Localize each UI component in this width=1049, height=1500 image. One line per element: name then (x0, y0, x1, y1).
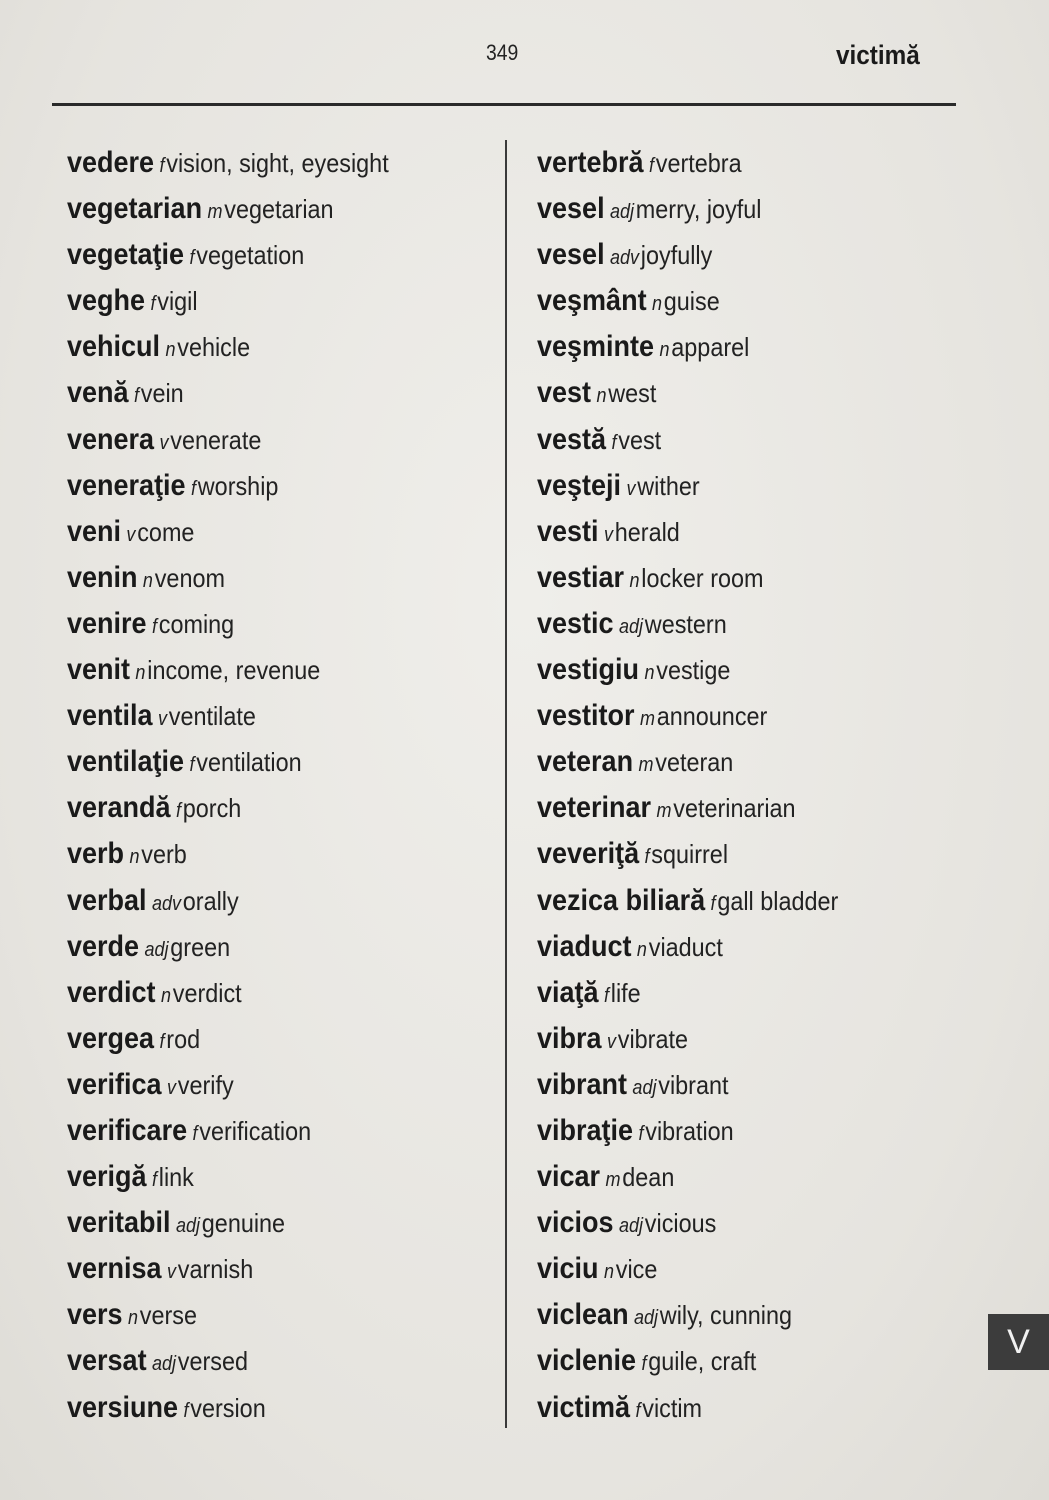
dictionary-entry (67, 1108, 389, 1154)
entry-part-of-speech: n (135, 662, 146, 685)
dictionary-entry (67, 1154, 389, 1200)
entry-part-of-speech: f (159, 155, 165, 177)
entry-part-of-speech: f (644, 846, 650, 869)
entry-headword: veghe (67, 284, 146, 318)
entry-headword: veni (67, 514, 122, 548)
entry-headword: veteran (537, 745, 634, 779)
entry-part-of-speech: f (151, 615, 157, 638)
entry-part-of-speech: n (659, 339, 670, 362)
entry-headword: vehicul (67, 330, 161, 364)
entry-headword: viciu (537, 1252, 599, 1286)
entry-headword: verde (67, 929, 140, 963)
entry-part-of-speech: f (150, 293, 156, 316)
entry-translation: verdict (172, 977, 242, 1008)
dictionary-entry (67, 417, 389, 463)
entry-headword: viaţă (537, 975, 599, 1009)
entry-headword: vegetarian (67, 192, 203, 226)
entry-part-of-speech: adv (151, 892, 181, 915)
entry-translation: worship (197, 470, 279, 501)
dictionary-entry (537, 1246, 838, 1292)
entry-translation: genuine (201, 1208, 286, 1239)
entry-part-of-speech: f (133, 385, 139, 408)
entry-translation: vision, sight, eyesight (166, 148, 389, 178)
entry-translation: squirrel (651, 839, 729, 870)
entry-part-of-speech: m (639, 708, 655, 731)
entry-part-of-speech: n (596, 385, 607, 408)
entry-part-of-speech: f (611, 431, 617, 454)
entry-part-of-speech: n (651, 293, 662, 316)
dictionary-entry (67, 878, 389, 924)
entry-translation: joyfully (640, 240, 713, 271)
dictionary-entry (537, 1338, 838, 1384)
entry-headword: venin (67, 560, 138, 594)
dictionary-entry (67, 831, 389, 877)
dictionary-entry (67, 693, 389, 739)
entry-part-of-speech: adj (618, 615, 644, 638)
entry-headword: veritabil (67, 1206, 171, 1240)
entry-part-of-speech: n (644, 662, 655, 685)
entry-part-of-speech: adj (632, 1076, 657, 1099)
dictionary-entry (537, 370, 838, 416)
entry-headword: vicar (537, 1160, 601, 1194)
entry-translation: versed (177, 1346, 249, 1377)
entry-headword: versat (67, 1344, 147, 1378)
entry-headword: vesti (537, 514, 599, 548)
right-column (537, 140, 872, 1431)
dictionary-entry (537, 970, 838, 1016)
dictionary-entry (537, 232, 838, 278)
dictionary-entry (67, 924, 389, 970)
entry-part-of-speech: m (207, 201, 223, 224)
entry-headword: veşmânt (537, 284, 647, 318)
dictionary-entry (67, 1246, 389, 1292)
dictionary-entry (537, 647, 838, 693)
entry-headword: verb (67, 837, 125, 871)
entry-part-of-speech: n (127, 1307, 138, 1330)
entry-part-of-speech: adj (633, 1307, 658, 1330)
entry-translation: orally (182, 885, 239, 916)
entry-headword: vicios (537, 1206, 614, 1240)
entry-part-of-speech: v (606, 1030, 616, 1053)
entry-headword: viaduct (537, 929, 632, 963)
dictionary-entry (67, 1016, 389, 1062)
dictionary-entry (67, 278, 389, 324)
dictionary-entry (67, 324, 389, 370)
entry-headword: veveriţă (537, 837, 640, 871)
dictionary-entry (67, 601, 389, 647)
entry-headword: vest (537, 376, 592, 410)
dictionary-entry (67, 1338, 389, 1384)
dictionary-entry (537, 417, 838, 463)
entry-headword: vezica biliară (537, 883, 706, 917)
entry-translation: verse (139, 1300, 197, 1331)
entry-translation: vibration (645, 1115, 734, 1146)
entry-part-of-speech: f (151, 1169, 157, 1192)
column-divider (505, 140, 507, 1428)
entry-translation: apparel (671, 332, 750, 363)
entry-headword: verifica (67, 1067, 162, 1101)
entry-translation: come (137, 516, 195, 547)
entry-part-of-speech: adj (151, 1353, 176, 1376)
entry-translation: venerate (170, 424, 262, 455)
left-column (67, 140, 424, 1431)
entry-translation: life (610, 977, 641, 1008)
dictionary-entry (537, 1016, 838, 1062)
thumb-index-tab (988, 1314, 1049, 1370)
entry-translation: gall bladder (717, 885, 839, 916)
entry-translation: vehicle (177, 332, 251, 363)
dictionary-entry (537, 693, 838, 739)
entry-translation: wily, cunning (659, 1300, 793, 1331)
entry-translation: vegetarian (224, 194, 334, 225)
dictionary-entry (537, 601, 838, 647)
entry-headword: vibraţie (537, 1113, 634, 1147)
entry-headword: vesel (537, 192, 605, 226)
entry-translation: vegetation (196, 240, 305, 271)
entry-translation: veteran (655, 747, 734, 778)
dictionary-entry (537, 1385, 838, 1431)
entry-headword: vegetaţie (67, 238, 185, 272)
entry-translation: vestige (656, 655, 731, 686)
entry-headword: vestigiu (537, 653, 640, 687)
entry-part-of-speech: adj (144, 938, 169, 961)
entry-translation: ventilate (168, 701, 256, 732)
dictionary-entry (537, 878, 838, 924)
entry-headword: verificare (67, 1113, 188, 1147)
entry-translation: wither (637, 470, 700, 501)
entry-headword: vedere (67, 146, 155, 179)
entry-headword: victimă (537, 1390, 631, 1424)
entry-translation: guise (663, 286, 720, 317)
entry-headword: veşteji (537, 468, 622, 502)
dictionary-entry (537, 831, 838, 877)
dictionary-entry (67, 1062, 389, 1108)
entry-part-of-speech: m (656, 800, 672, 823)
entry-headword: venera (67, 422, 155, 456)
entry-headword: vergea (67, 1021, 155, 1055)
entry-part-of-speech: adv (609, 247, 639, 270)
entry-translation: coming (158, 608, 235, 639)
entry-headword: vestic (537, 606, 614, 640)
entry-translation: version (190, 1392, 266, 1423)
dictionary-entry (67, 555, 389, 601)
entry-translation: vigil (157, 286, 198, 317)
entry-headword: vestă (537, 422, 607, 456)
entry-translation: announcer (656, 701, 768, 732)
entry-translation: veterinarian (673, 793, 796, 824)
dictionary-entry (537, 186, 838, 232)
dictionary-entry (537, 1200, 838, 1246)
dictionary-entry (67, 1200, 389, 1246)
entry-headword: venit (67, 653, 131, 687)
dictionary-entry (67, 739, 389, 785)
entry-part-of-speech: n (603, 1261, 614, 1284)
dictionary-entry (537, 509, 838, 555)
entry-headword: venă (67, 376, 129, 410)
entry-part-of-speech: m (605, 1169, 621, 1192)
dictionary-entry (67, 647, 389, 693)
entry-part-of-speech: f (638, 1122, 644, 1145)
entry-part-of-speech: adj (609, 201, 635, 224)
entry-part-of-speech: v (166, 1261, 176, 1284)
dictionary-entry (67, 370, 389, 416)
dictionary-entry (67, 463, 389, 509)
entry-translation: vest (618, 424, 662, 455)
entry-headword: verigă (67, 1160, 147, 1194)
entry-headword: vibra (537, 1021, 602, 1055)
entry-part-of-speech: n (636, 938, 647, 961)
entry-translation: income, revenue (147, 655, 321, 686)
entry-translation: guile, craft (648, 1346, 757, 1377)
dictionary-entry (67, 1385, 389, 1431)
entry-part-of-speech: f (189, 247, 195, 270)
header-rule (52, 103, 956, 106)
entry-part-of-speech: f (641, 1353, 647, 1376)
entry-part-of-speech: n (129, 846, 140, 869)
dictionary-entry (537, 140, 838, 186)
dictionary-entry (67, 1292, 389, 1338)
entry-headword: viclenie (537, 1344, 637, 1378)
dictionary-entry (537, 278, 838, 324)
entry-headword: veneraţie (67, 468, 186, 502)
entry-part-of-speech: f (175, 800, 181, 823)
entry-translation: link (158, 1162, 194, 1193)
dictionary-entry (67, 509, 389, 555)
entry-part-of-speech: m (638, 754, 654, 777)
dictionary-entry (67, 232, 389, 278)
entry-headword: ventila (67, 699, 153, 733)
entry-headword: veşminte (537, 330, 655, 364)
dictionary-entry (537, 1062, 838, 1108)
dictionary-entry (67, 140, 389, 186)
entry-headword: verandă (67, 791, 171, 825)
entry-translation: vein (140, 378, 184, 409)
entry-translation: vertebra (655, 148, 742, 178)
thumb-index-letter: V (1007, 1322, 1030, 1361)
entry-translation: west (608, 378, 657, 409)
entry-headword: vestitor (537, 699, 635, 733)
dictionary-entry (537, 785, 838, 831)
entry-translation: venom (154, 562, 225, 593)
entry-part-of-speech: n (629, 569, 640, 592)
dictionary-entry (537, 463, 838, 509)
entry-headword: vernisa (67, 1252, 162, 1286)
entry-translation: vicious (644, 1208, 717, 1239)
entry-translation: verification (199, 1115, 312, 1146)
entry-part-of-speech: f (635, 1399, 641, 1422)
dictionary-entry (537, 924, 838, 970)
entry-part-of-speech: v (626, 477, 636, 500)
entry-headword: vers (67, 1298, 123, 1332)
entry-part-of-speech: v (157, 708, 167, 731)
entry-translation: dean (622, 1162, 675, 1193)
entry-part-of-speech: v (166, 1076, 176, 1099)
entry-translation: western (644, 608, 727, 639)
entry-translation: varnish (177, 1254, 254, 1285)
dictionary-entry (537, 1154, 838, 1200)
dictionary-entry (537, 555, 838, 601)
entry-headword: verbal (67, 883, 147, 917)
entry-part-of-speech: v (126, 523, 136, 546)
entry-headword: vesel (537, 238, 605, 272)
entry-translation: porch (182, 793, 242, 824)
entry-translation: locker room (641, 562, 764, 593)
dictionary-entry (537, 324, 838, 370)
dictionary-entry (537, 1292, 838, 1338)
entry-part-of-speech: f (189, 754, 195, 777)
entry-part-of-speech: f (648, 155, 654, 177)
entry-translation: ventilation (196, 747, 302, 778)
entry-part-of-speech: f (183, 1399, 189, 1422)
entry-headword: vibrant (537, 1067, 628, 1101)
entry-translation: viaduct (648, 931, 723, 962)
dictionary-entry (67, 186, 389, 232)
entry-translation: vibrate (617, 1023, 688, 1054)
dictionary-entry (537, 739, 838, 785)
entry-translation: vice (615, 1254, 658, 1285)
running-head: victimă (836, 40, 920, 70)
entry-headword: venire (67, 606, 147, 640)
entry-translation: merry, joyful (635, 194, 762, 225)
dictionary-entry (537, 1108, 838, 1154)
entry-part-of-speech: f (159, 1030, 165, 1053)
entry-part-of-speech: adj (175, 1215, 200, 1238)
entry-translation: herald (614, 516, 680, 547)
page-number: 349 (486, 40, 519, 65)
entry-translation: verb (141, 839, 187, 870)
entry-headword: verdict (67, 975, 156, 1009)
entry-part-of-speech: n (142, 569, 153, 592)
dictionary-entry (67, 785, 389, 831)
entry-part-of-speech: f (603, 984, 609, 1007)
entry-headword: ventilaţie (67, 745, 185, 779)
dictionary-entry (67, 970, 389, 1016)
entry-translation: green (170, 931, 231, 962)
entry-translation: vibrant (658, 1069, 729, 1100)
entry-part-of-speech: v (159, 431, 169, 454)
entry-translation: verify (177, 1069, 234, 1100)
entry-translation: rod (166, 1023, 201, 1054)
entry-part-of-speech: n (160, 984, 171, 1007)
entry-headword: veterinar (537, 791, 652, 825)
entry-headword: vertebră (537, 146, 644, 179)
entry-headword: viclean (537, 1298, 629, 1332)
entry-part-of-speech: f (710, 892, 716, 915)
entry-part-of-speech: f (190, 477, 196, 500)
entry-part-of-speech: n (165, 339, 176, 362)
entry-headword: vestiar (537, 560, 625, 594)
entry-part-of-speech: v (603, 523, 613, 546)
entry-translation: victim (642, 1392, 703, 1423)
entry-headword: versiune (67, 1390, 179, 1424)
entry-part-of-speech: adj (618, 1215, 643, 1238)
entry-part-of-speech: f (192, 1122, 198, 1145)
